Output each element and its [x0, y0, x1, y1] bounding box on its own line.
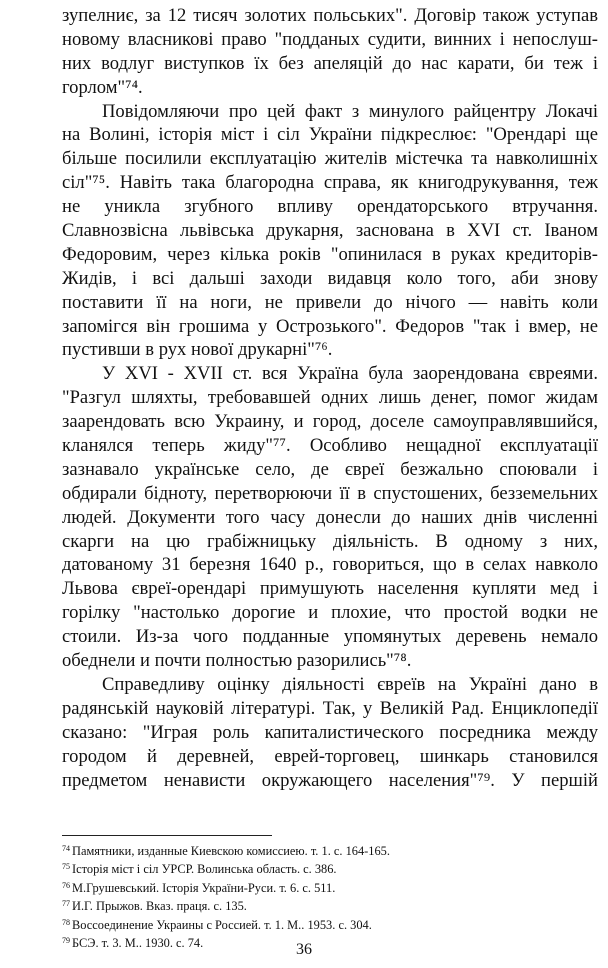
text-line: Справедливу оцінку діяльності євреїв на Україні дано в	[102, 673, 598, 695]
text-line: на Волині, історія міст і сіл України підкреслює: "Орендарі ще	[62, 124, 598, 146]
text-line: датованому 31 березня 1640 р., говориться, що в селах навколо	[62, 554, 598, 576]
text-line: сіл"⁷⁵. Навіть така благородна справа, як книгодрукування, теж	[62, 172, 598, 194]
text-line: не уникла згубного впливу орендаторського втручання.	[62, 196, 598, 218]
text-line: Федоровим, через кілька років "опинилася в руках кредиторів-	[62, 243, 598, 265]
footnote-divider	[62, 835, 272, 836]
text-line: обеднели и почти полностью разорились"⁷⁸.	[62, 650, 412, 672]
footnote-text: БСЭ. т. 3. М.. 1930. с. 74.	[72, 936, 204, 951]
text-line: них водлуг виступков їх без апеляцій до нас карати, би теж і	[62, 52, 598, 74]
footnote	[62, 915, 592, 933]
footnote-text: Воссоединение Украины с Россией. т. 1. М.. 1953. с. 304.	[72, 917, 372, 932]
footnote-text: Памятники, изданные Киевскою комиссиею. т. 1. с. 164-165.	[72, 844, 390, 858]
text-line: заарендовать всю Украину, и город, доселе самоуправлявшийся,	[62, 411, 598, 433]
footnote	[62, 841, 592, 859]
text-line: предметом ненависти окружающего населения"⁷⁹. У першій	[62, 769, 598, 791]
text-line: горлом"⁷⁴.	[62, 76, 143, 98]
footnote-number: 75	[62, 862, 70, 872]
text-line: новому власникові право "подданых судити, винних і непослуш-	[62, 28, 598, 50]
main-text	[62, 4, 598, 792]
footnote-number: 78	[62, 917, 70, 927]
text-line: пустивши в рух нової друкарні"⁷⁶.	[62, 339, 333, 361]
footnote-number: 76	[62, 880, 70, 890]
text-line: зазнавало українське село, де євреї безжально споювали і	[62, 458, 598, 480]
text-line: зупелниє, за 12 тисяч золотих польських". Договір також уступав	[62, 5, 598, 26]
footnote-text: М.Грушевський. Історія України-Руси. т. 6. с. 511.	[72, 880, 336, 895]
text-line: Львова євреї-орендарі примушують населення купляти мед і	[62, 578, 598, 600]
text-line: сказано: "Играя роль капиталистического посредника между	[62, 721, 598, 743]
text-line: Повідомляючи про цей факт з минулого райцентру Локачі	[102, 100, 598, 122]
footnote	[62, 859, 592, 877]
footnote-number: 77	[62, 899, 70, 909]
footnote-number: 74	[62, 844, 70, 853]
text-line: радянській науковій літературі. Так, у Великій Рад. Енциклопедії	[62, 697, 598, 719]
text-line: Славнозвісна львівська друкарня, заснована в XVI ст. Іваном	[62, 220, 598, 242]
text-line: обдирали бідноту, перетворюючи її в спустошених, безземельних	[62, 482, 598, 504]
footnote-text: И.Г. Прыжов. Вказ. праця. с. 135.	[72, 899, 247, 914]
text-line: поставити її на ноги, не привели до нічого — навіть коли	[62, 291, 598, 313]
text-line: "Разгул шляхты, требовавшей одних лишь денег, помог жидам	[62, 387, 598, 409]
text-line: запомігся він грошима у Острозького". Федоров "так і вмер, не	[62, 315, 598, 337]
text-line: У XVI - XVII ст. вся Україна була заорендована євреями.	[102, 363, 598, 385]
text-line: людей. Документи того часу донесли до наших днів численні	[62, 506, 598, 528]
text-line: більше посилили експлуатацію жителів містечка та навколишніх	[62, 148, 598, 170]
footnote-number: 79	[62, 936, 70, 946]
footnote-text: Історія міст і сіл УРСР. Волинська область. с. 386.	[72, 862, 337, 877]
text-line: Жидів, і всі дальші заходи видавця коло того, аби знову	[62, 267, 598, 289]
text-line: стоили. Из-за чого подданные упомянутых деревень немало	[62, 626, 598, 648]
text-line: скарги на цю грабіжницьку діяльність. В одному з них,	[62, 530, 598, 552]
footnotes	[62, 841, 592, 951]
footnote	[62, 878, 592, 896]
footnote	[62, 896, 592, 914]
text-line: горілку "настолько дорогие и плохие, что простой водки не	[62, 602, 598, 624]
text-line: городом й деревней, еврей-торговец, шинкарь становился	[62, 745, 598, 767]
page-number: 36	[296, 941, 312, 958]
text-line: кланялся теперь жиду"⁷⁷. Особливо нещадної експлуатації	[62, 435, 598, 457]
